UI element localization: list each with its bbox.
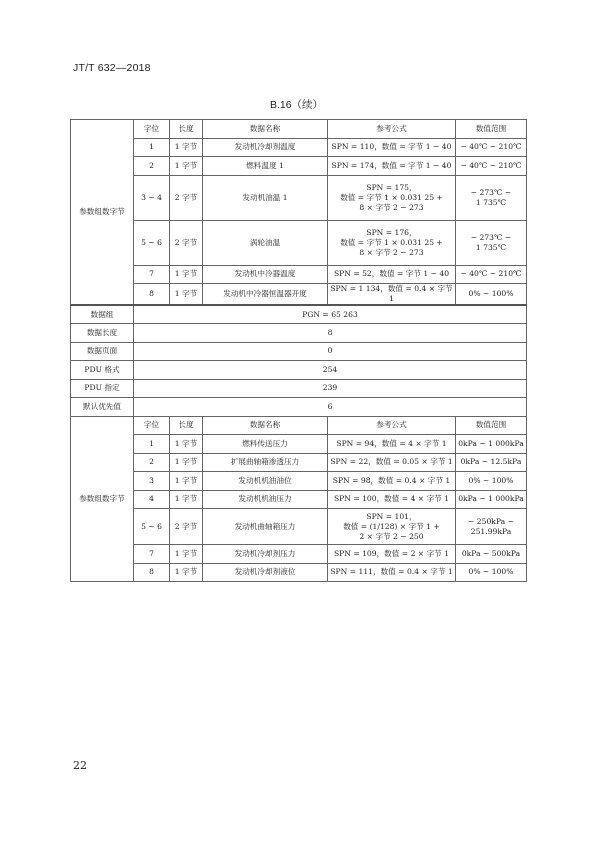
byte-length: 1 字节	[170, 284, 203, 306]
formula-cell-line: SPN = 175，	[366, 182, 417, 192]
formula-cell	[328, 509, 456, 545]
data-name-cell: 发动机油温 1	[203, 175, 328, 220]
column-header: 数据名称	[203, 120, 328, 139]
data-name-cell: 发动机中冷器恒温器开度	[203, 284, 328, 306]
table-row	[71, 175, 527, 220]
range-cell-line: 1 735℃	[475, 197, 507, 207]
range-cell	[456, 563, 527, 582]
formula-cell-line: SPN = 110，数值 = 字节 1 − 40	[331, 142, 452, 152]
table-row	[71, 265, 527, 284]
standard-id: JT/T 632—2018	[73, 62, 151, 74]
formula-cell-line: 2 × 字节 2 − 250	[359, 531, 424, 541]
byte-position: 2	[134, 157, 170, 176]
column-header: 长度	[170, 416, 203, 435]
page-number: 22	[73, 759, 87, 772]
byte-position: 3	[134, 472, 170, 491]
range-cell-line: − 40℃ ~ 210℃	[460, 160, 522, 170]
byte-position: 8	[134, 563, 170, 582]
byte-length: 2 字节	[170, 220, 203, 265]
param-value: 0	[134, 342, 527, 361]
spec-table	[70, 119, 527, 582]
column-header: 数值范围	[456, 416, 527, 435]
formula-cell	[328, 138, 456, 157]
formula-cell-line: SPN = 94，数值 = 4 × 字节 1	[336, 438, 447, 448]
byte-position: 1	[134, 435, 170, 454]
param-value: 6	[134, 398, 527, 417]
param-row	[71, 361, 527, 380]
table-row	[71, 284, 527, 306]
formula-cell	[328, 220, 456, 265]
column-header: 参考公式	[328, 120, 456, 139]
byte-length: 1 字节	[170, 157, 203, 176]
header-row	[71, 416, 527, 435]
range-cell-line: − 40℃ ~ 210℃	[460, 142, 522, 152]
range-cell	[456, 453, 527, 472]
range-cell-line: 1 735℃	[475, 242, 507, 252]
range-cell	[456, 472, 527, 491]
formula-cell-line: 数值 = (1/128) × 字节 1 +	[343, 521, 440, 531]
param-label: 数据长度	[71, 324, 134, 343]
range-cell	[456, 490, 527, 509]
group-label: 参数组数字节	[71, 120, 134, 306]
group-label: 参数组数字节	[71, 416, 134, 582]
header-row	[71, 120, 527, 139]
formula-cell	[328, 490, 456, 509]
range-cell	[456, 509, 527, 545]
table-row	[71, 472, 527, 491]
param-label: PDU 格式	[71, 361, 134, 380]
byte-position: 3 ~ 4	[134, 175, 170, 220]
param-row	[71, 379, 527, 398]
byte-length: 1 字节	[170, 435, 203, 454]
column-header: 数值范围	[456, 120, 527, 139]
formula-cell	[328, 563, 456, 582]
param-value: 239	[134, 379, 527, 398]
byte-length: 1 字节	[170, 265, 203, 284]
range-cell-line: 0% ~ 100%	[468, 475, 514, 485]
byte-length: 2 字节	[170, 175, 203, 220]
formula-cell	[328, 472, 456, 491]
formula-cell-line: SPN = 176，	[366, 227, 417, 237]
formula-cell-line: SPN = 22，数值 = 0.05 × 字节 1	[330, 457, 453, 467]
param-label: 数据组	[71, 305, 134, 324]
range-cell-line: 0kPa ~ 1 000kPa	[458, 438, 524, 448]
table-row	[71, 220, 527, 265]
byte-length: 2 字节	[170, 509, 203, 545]
param-value: 8	[134, 324, 527, 343]
range-cell-line: − 273℃ ~	[470, 187, 512, 197]
formula-cell-line: SPN = 101，	[366, 511, 417, 521]
range-cell	[456, 435, 527, 454]
table-row	[71, 509, 527, 545]
range-cell-line: − 250kPa ~	[468, 516, 514, 526]
byte-length: 1 字节	[170, 545, 203, 564]
range-cell	[456, 175, 527, 220]
param-row	[71, 324, 527, 343]
table-row	[71, 157, 527, 176]
column-header: 参考公式	[328, 416, 456, 435]
param-label: 默认优先值	[71, 398, 134, 417]
table-row	[71, 435, 527, 454]
range-cell-line: − 273℃ ~	[470, 232, 512, 242]
formula-cell-line: 8 × 字节 2 − 273	[359, 247, 424, 257]
param-row	[71, 398, 527, 417]
formula-cell	[328, 157, 456, 176]
byte-position: 1	[134, 138, 170, 157]
byte-length: 1 字节	[170, 563, 203, 582]
formula-cell-line: 数值 = 字节 1 × 0.031 25 +	[340, 237, 443, 247]
byte-position: 7	[134, 265, 170, 284]
byte-length: 1 字节	[170, 138, 203, 157]
byte-position: 8	[134, 284, 170, 306]
param-label: 数据页面	[71, 342, 134, 361]
byte-length: 1 字节	[170, 472, 203, 491]
range-cell-line: 0kPa ~ 12.5kPa	[460, 457, 522, 467]
byte-length: 1 字节	[170, 453, 203, 472]
formula-cell-line: SPN = 174，数值 = 字节 1 − 40	[331, 160, 452, 170]
data-name-cell: 发动机机油压力	[203, 490, 328, 509]
column-header: 字位	[134, 416, 170, 435]
data-name-cell: 发动机冷却剂温度	[203, 138, 328, 157]
formula-cell-line: 8 × 字节 2 − 273	[359, 202, 424, 212]
data-name-cell: 发动机机油油位	[203, 472, 328, 491]
table-row	[71, 138, 527, 157]
byte-position: 4	[134, 490, 170, 509]
data-name-cell: 燃料传送压力	[203, 435, 328, 454]
table-caption: B.16（续）	[269, 99, 324, 111]
param-row	[71, 342, 527, 361]
column-header: 数据名称	[203, 416, 328, 435]
data-name-cell: 发动机曲轴箱压力	[203, 509, 328, 545]
range-cell	[456, 545, 527, 564]
data-name-cell: 扩展曲轴箱渗透压力	[203, 453, 328, 472]
formula-cell	[328, 545, 456, 564]
table-row	[71, 453, 527, 472]
range-cell-line: 0kPa ~ 500kPa	[461, 548, 521, 558]
formula-cell	[328, 265, 456, 284]
param-label: PDU 指定	[71, 379, 134, 398]
param-value: 254	[134, 361, 527, 380]
formula-cell	[328, 175, 456, 220]
table-row	[71, 490, 527, 509]
data-name-cell: 涡轮油温	[203, 220, 328, 265]
range-cell-line: 0% ~ 100%	[468, 567, 514, 577]
range-cell	[456, 138, 527, 157]
range-cell	[456, 284, 527, 306]
byte-position: 5 ~ 6	[134, 220, 170, 265]
formula-cell-line: SPN = 1 134，数值 = 0.4 × 字节 1	[330, 284, 453, 303]
range-cell-line: − 40℃ ~ 210℃	[460, 269, 522, 279]
range-cell	[456, 220, 527, 265]
column-header: 长度	[170, 120, 203, 139]
formula-cell	[328, 453, 456, 472]
table-row	[71, 563, 527, 582]
data-name-cell: 发动机冷却剂压力	[203, 545, 328, 564]
range-cell	[456, 157, 527, 176]
formula-cell	[328, 284, 456, 306]
range-cell-line: 0kPa ~ 1 000kPa	[458, 494, 524, 504]
param-value: PGN = 65 263	[134, 305, 527, 324]
formula-cell-line: SPN = 111，数值 = 0.4 × 字节 1	[330, 567, 453, 577]
formula-cell-line: SPN = 52，数值 = 字节 1 − 40	[333, 269, 450, 279]
formula-cell-line: 数值 = 字节 1 × 0.031 25 +	[340, 192, 443, 202]
formula-cell	[328, 435, 456, 454]
formula-cell-line: SPN = 100，数值 = 4 × 字节 1	[333, 494, 450, 504]
column-header: 字位	[134, 120, 170, 139]
data-name-cell: 发动机冷却剂液位	[203, 563, 328, 582]
range-cell	[456, 265, 527, 284]
data-name-cell: 燃料温度 1	[203, 157, 328, 176]
formula-cell-line: SPN = 98，数值 = 0.4 × 字节 1	[332, 475, 451, 485]
range-cell-line: 0% ~ 100%	[468, 289, 514, 298]
table-row	[71, 545, 527, 564]
data-name-cell: 发动机中冷器温度	[203, 265, 328, 284]
byte-length: 1 字节	[170, 490, 203, 509]
param-row	[71, 305, 527, 324]
range-cell-line: 251.99kPa	[470, 526, 512, 536]
byte-position: 5 ~ 6	[134, 509, 170, 545]
formula-cell-line: SPN = 109，数值 = 2 × 字节 1	[333, 548, 450, 558]
byte-position: 7	[134, 545, 170, 564]
byte-position: 2	[134, 453, 170, 472]
